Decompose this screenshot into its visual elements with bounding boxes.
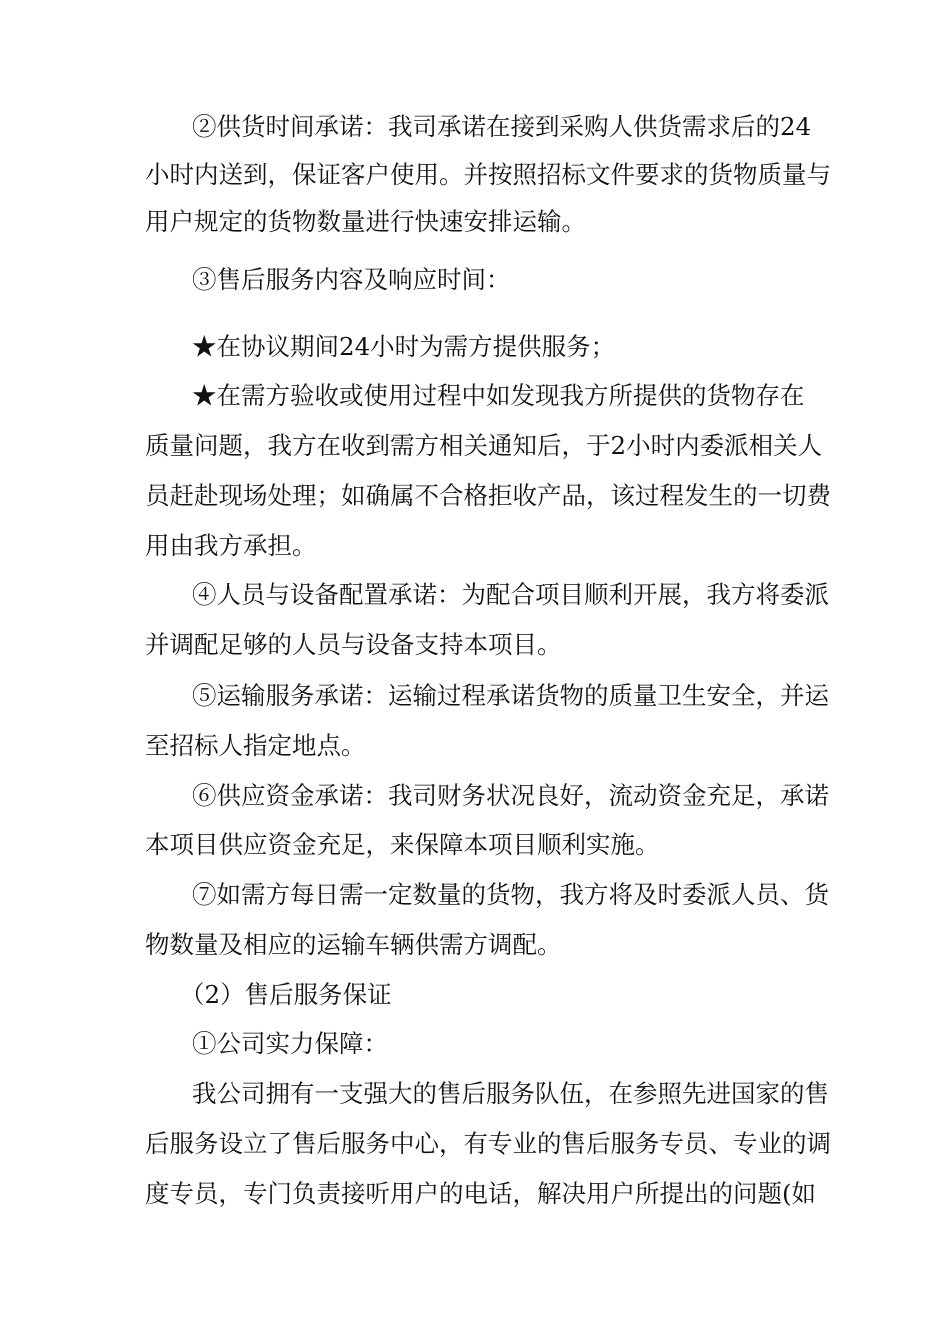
paragraph-line: ③售后服务内容及响应时间： xyxy=(192,265,511,294)
paragraph-line: 后服务设立了售后服务中心，有专业的售后服务专员、专业的调 xyxy=(145,1129,831,1158)
paragraph-line: 物数量及相应的运输车辆供需方调配。 xyxy=(145,930,562,959)
paragraph-line: 质量问题，我方在收到需方相关通知后，于2小时内委派相关人 xyxy=(145,431,823,460)
paragraph-line: ②供货时间承诺：我司承诺在接到采购人供货需求后的24 xyxy=(192,112,812,141)
paragraph-line: 用户规定的货物数量进行快速安排运输。 xyxy=(145,207,586,236)
paragraph-line: 并调配足够的人员与设备支持本项目。 xyxy=(145,630,562,659)
paragraph-line: 至招标人指定地点。 xyxy=(145,731,366,760)
paragraph-line: ★在需方验收或使用过程中如发现我方所提供的货物存在 xyxy=(192,381,805,410)
paragraph-line: ★在协议期间24小时为需方提供服务； xyxy=(192,332,616,361)
paragraph-line: 员赶赴现场处理；如确属不合格拒收产品，该过程发生的一切费 xyxy=(145,481,831,510)
paragraph-line: ⑥供应资金承诺：我司财务状况良好，流动资金充足，承诺 xyxy=(192,781,829,810)
paragraph-line: 本项目供应资金充足，来保障本项目顺利实施。 xyxy=(145,830,660,859)
paragraph-line: 用由我方承担。 xyxy=(145,531,317,560)
paragraph-line: ④人员与设备配置承诺：为配合项目顺利开展，我方将委派 xyxy=(192,580,829,609)
paragraph-line: ⑤运输服务承诺：运输过程承诺货物的质量卫生安全，并运 xyxy=(192,681,829,710)
paragraph-line: ⑦如需方每日需一定数量的货物，我方将及时委派人员、货 xyxy=(192,880,829,909)
paragraph-line: 小时内送到，保证客户使用。并按照招标文件要求的货物质量与 xyxy=(145,160,831,189)
subsection-heading: ①公司实力保障： xyxy=(192,1029,388,1058)
section-heading: （2）售后服务保证 xyxy=(180,980,392,1009)
paragraph-line: 度专员，专门负责接听用户的电话，解决用户所提出的问题(如 xyxy=(145,1179,817,1208)
paragraph-line: 我公司拥有一支强大的售后服务队伍，在参照先进国家的售 xyxy=(192,1079,829,1108)
